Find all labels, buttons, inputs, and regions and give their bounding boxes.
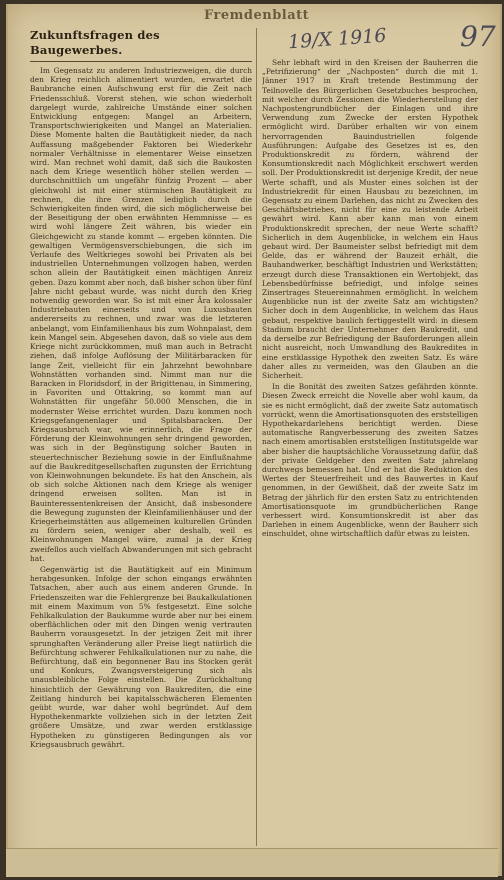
article-paragraph: Sehr lebhaft wird in den Kreisen der Bauherren die „Petrifizierung“ der „Nachposten“ durch die mit 1. Jänner 1917 in Kraft tretende Bestimmung der Teilnovelle des Bürgerlichen Gesetzbuches besprochen, mit welcher durch Zessionen die Wiederherstellung der Nachpostengrundbücher der Einlagen und ihre Verwendung zum Zwecke der ersten Hypothek ermöglicht wird. Darüber erhalten wir von einem hervorragenden Bauindustriellen folgende Ausführungen: Aufgabe des Gesetzes ist es, den Produktionskredit zu fördern, während der Konsumtionskredit nach Möglichkeit erschwert werden soll. Der Produktionskredit ist derjenige Kredit, der neue Werte schafft, und als Muster eines solchen ist der Industriekredit für einen Hausbau zu bezeichnen, im Gegensatz zu einem Darlehen, das nicht zu Zwecken des Geschäftsbetriebes, nicht für eine zu leistende Arbeit gewährt wird. Kann aber kann man von einem Produktionskredit sprechen, der neue Werte schafft? Sicherlich in dem Augenblicke, in welchem ein Haus gebaut wird. Der Baumeister selbst befriedigt mit dem Gelde, das er während der Bauzeit erhält, die Bauhandwerker, beschäftigt Industrien und Werkstätten; erzeugt durch diese Transaktionen ein Wertobjekt, das Lebensbedürfnisse befriedigt, und infolge seines Zinsertrages Steuereinnahmen ermöglicht. In welchem Augenblicke nun ist der zweite Satz am wichtigsten? Sicher doch in dem Augenblicke, in welchem das Haus gebaut, respektive baulich fertiggestellt wird: in diesem Stadium braucht der Unternehmer den Baukredit, und da derselbe zur Befriedigung der Bauforderungen allein nicht ausreicht, noch Umwandlung des Baukredites in eine erstklassige Hypothek den zweiten Satz. Es wäre daher alles zu vermeiden, was den Glauben an die Sicherheit.	[262, 58, 478, 380]
article-headline: Zukunftsfragen des Baugewerbes.	[30, 28, 160, 57]
article-paragraph: Im Gegensatz zu anderen Industriezweigen, die durch den Krieg reichlich alimentiert wurden, erwartet die Baubranche einen Aufschwung erst für die Zeit nach Friedensschluß. Vorerst stehen, wie schon wiederholt dargelegt wurde, zahlreiche Umstände einer solchen Entwicklung entgegen: Mangel an Arbeitern, Transportschwierigkeiten und Mangel an Materialien. Diese Momente halten die Bautätigkeit nieder, da nach Auffassung maßgebender Faktoren bei Wiederkehr normaler Verhältnisse in elementarer Weise einsetzen wird. Man rechnet wohl damit, daß sich die Baukosten nach dem Kriege wesentlich höher stellen werden — durchschnittlich um ungefähr fünfzig Prozent — aber gleichwohl ist mit einer stürmischen Bautätigkeit zu rechnen, die ihre Grenzen lediglich durch die Schwierigkeiten finden wird, die sich möglicherweise bei der Beseitigung der oben erwähnten Hemmnisse — es wird wohl längere Zeit währen, bis wieder ein Gleichgewicht zu stande kommt — ergeben könnten. Die gewaltigen Vermögensverschiebungen, die sich im Verlaufe des Weltkrieges sowohl bei Privaten als bei industriellen Unternehmungen vollzogen haben, werden schon allein der Bautätigkeit einen mächtigen Anreiz geben. Dazu kommt aber noch, daß bisher schon über fünf Jahre nicht gebaut wurde, was nicht durch den Krieg notwendig geworden war. So ist mit einer Ära kolossaler Industriebauten einerseits und von Luxusbauten andererseits zu rechnen, und zwar was die letzteren anbelangt, vom Einfamilienhaus bis zum Wohnpalast, dem kein Mangel sein. Abgesehen davon, daß so viele aus dem Kriege nicht zurückkommen, muß man auch in Betracht ziehen, daß infolge Auflösung der Militärbaracken für lange Zeit, vielleicht für ein Jahrzehnt bewohnbare Wohnstätten vorhanden sind. Nimmt man nur die Baracken in Floridsdorf, in der Brigittenau, in Simmering, in Favoriten und Ottakring, so kommt man auf Wohnstätten für ungefähr 50.000 Menschen, die in modernster Weise errichtet wurden. Dazu kommen noch Kriegsgefangenenlager und Spitalsbaracken. Der Kriegsausbruch war, wie erinnerlich, die Frage der Förderung der Kleinwohnungen sehr dringend geworden, was sich in der Begünstigung solcher Bauten in steuertechnischer Beziehung sowie in der Einflußnahme auf die Baukreditgesellschaften zugunsten der Errichtung von Kleinwohnungen bekundete. Es hat den Anschein, als ob sich solche Aktionen nach dem Kriege als weniger dringend erweisen sollten. Man ist in Bauinteressentenkreisen der Ansicht, daß insbesondere die Bewegung zugunsten der Kleinfamilienhäuser und der Kriegerheimstätten aus allgemeinen kulturellen Gründen zu fördern seien, weniger aber deshalb, weil es Kleinwohnungen Mangel wäre, zumal ja der Krieg zweifellos auch vielfach Abwanderungen mit sich gebracht hat.	[30, 66, 252, 563]
column-divider	[256, 28, 257, 846]
handwritten-date: 19/X 1916	[287, 24, 388, 54]
clipping-bottom-edge	[6, 848, 498, 877]
headline-rule	[30, 61, 252, 62]
article-paragraph: Gegenwärtig ist die Bautätigkeit auf ein Minimum herabgesunken. Infolge der schon eingangs erwähnten Tatsachen, aber auch aus einem anderen Grunde. In Friedenszeiten war die Fehlergrenze bei Baukalkulationen mit einem Maximum von 5% festgesetzt. Eine solche Fehlkalkulation der Baukumme wurde aber nur bei einem oberflächlichen oder mit den Dingen wenig vertrauten Bauherrn vorausgesetzt. In der jetzigen Zeit mit ihrer sprunghaften Veränderung aller Preise liegt natürlich die Befürchtung schwerer Fehlkalkulationen nur zu nahe, die Befürchtung, daß ein begonnener Bau ins Stocken gerät und Konkurs, Zwangsversteigerung sich als unausbleibliche Folge einstellen. Die Zurückhaltung hinsichtlich der Gewährung von Baukrediten, die eine Zeitlang hindurch bei kapitalsschwächeren Elementen geübt wurde, war daher wohl begründet. Auf dem Hypothekenmarkte vollziehen sich in der letzten Zeit größere Umsätze, und zwar werden erstklassige Hypotheken zu günstigeren Bedingungen als vor Kriegsausbruch gewährt.	[30, 564, 252, 749]
handwritten-number: 97	[460, 20, 496, 53]
article-column-left	[30, 28, 252, 846]
article-column-right	[262, 58, 478, 568]
article-paragraph: In die Bonität des zweiten Satzes gefährden könnte. Diesen Zweck erreicht die Novelle aber wohl kaum, da sie es nicht ermöglicht, daß der zweite Satz automatisch vorrückt, wenn die Amortisationsquoten des erststelligen Hypothekardarlehens berichtigt werden. Diese automatische Rangverbesserung des zweiten Satzes nach einem amortisablen erststelligen Institutsgelde war aber bisher die hauptsächliche Voraussetzung dafür, daß der private Geldgeber den zweiten Satz jahrelang durchwegs bemessen hat. Und er hat die Reduktion des Wertes der Steuerfreiheit und des Bauwertes in Kauf genommen, in der Gewißheit, daß der zweite Satz im Betrag der jährlich für den ersten Satz zu entrichtenden Amortisationsquote im grundbücherlichen Range verbessert wird. Konsumtionskredit ist aber das Darlehen in einem Augenblicke, wenn der Bauherr sich einschuldet, ohne wirtschaftlich dafür etwas zu leisten.	[262, 382, 478, 539]
newspaper-masthead: Fremdenblatt	[204, 8, 310, 23]
